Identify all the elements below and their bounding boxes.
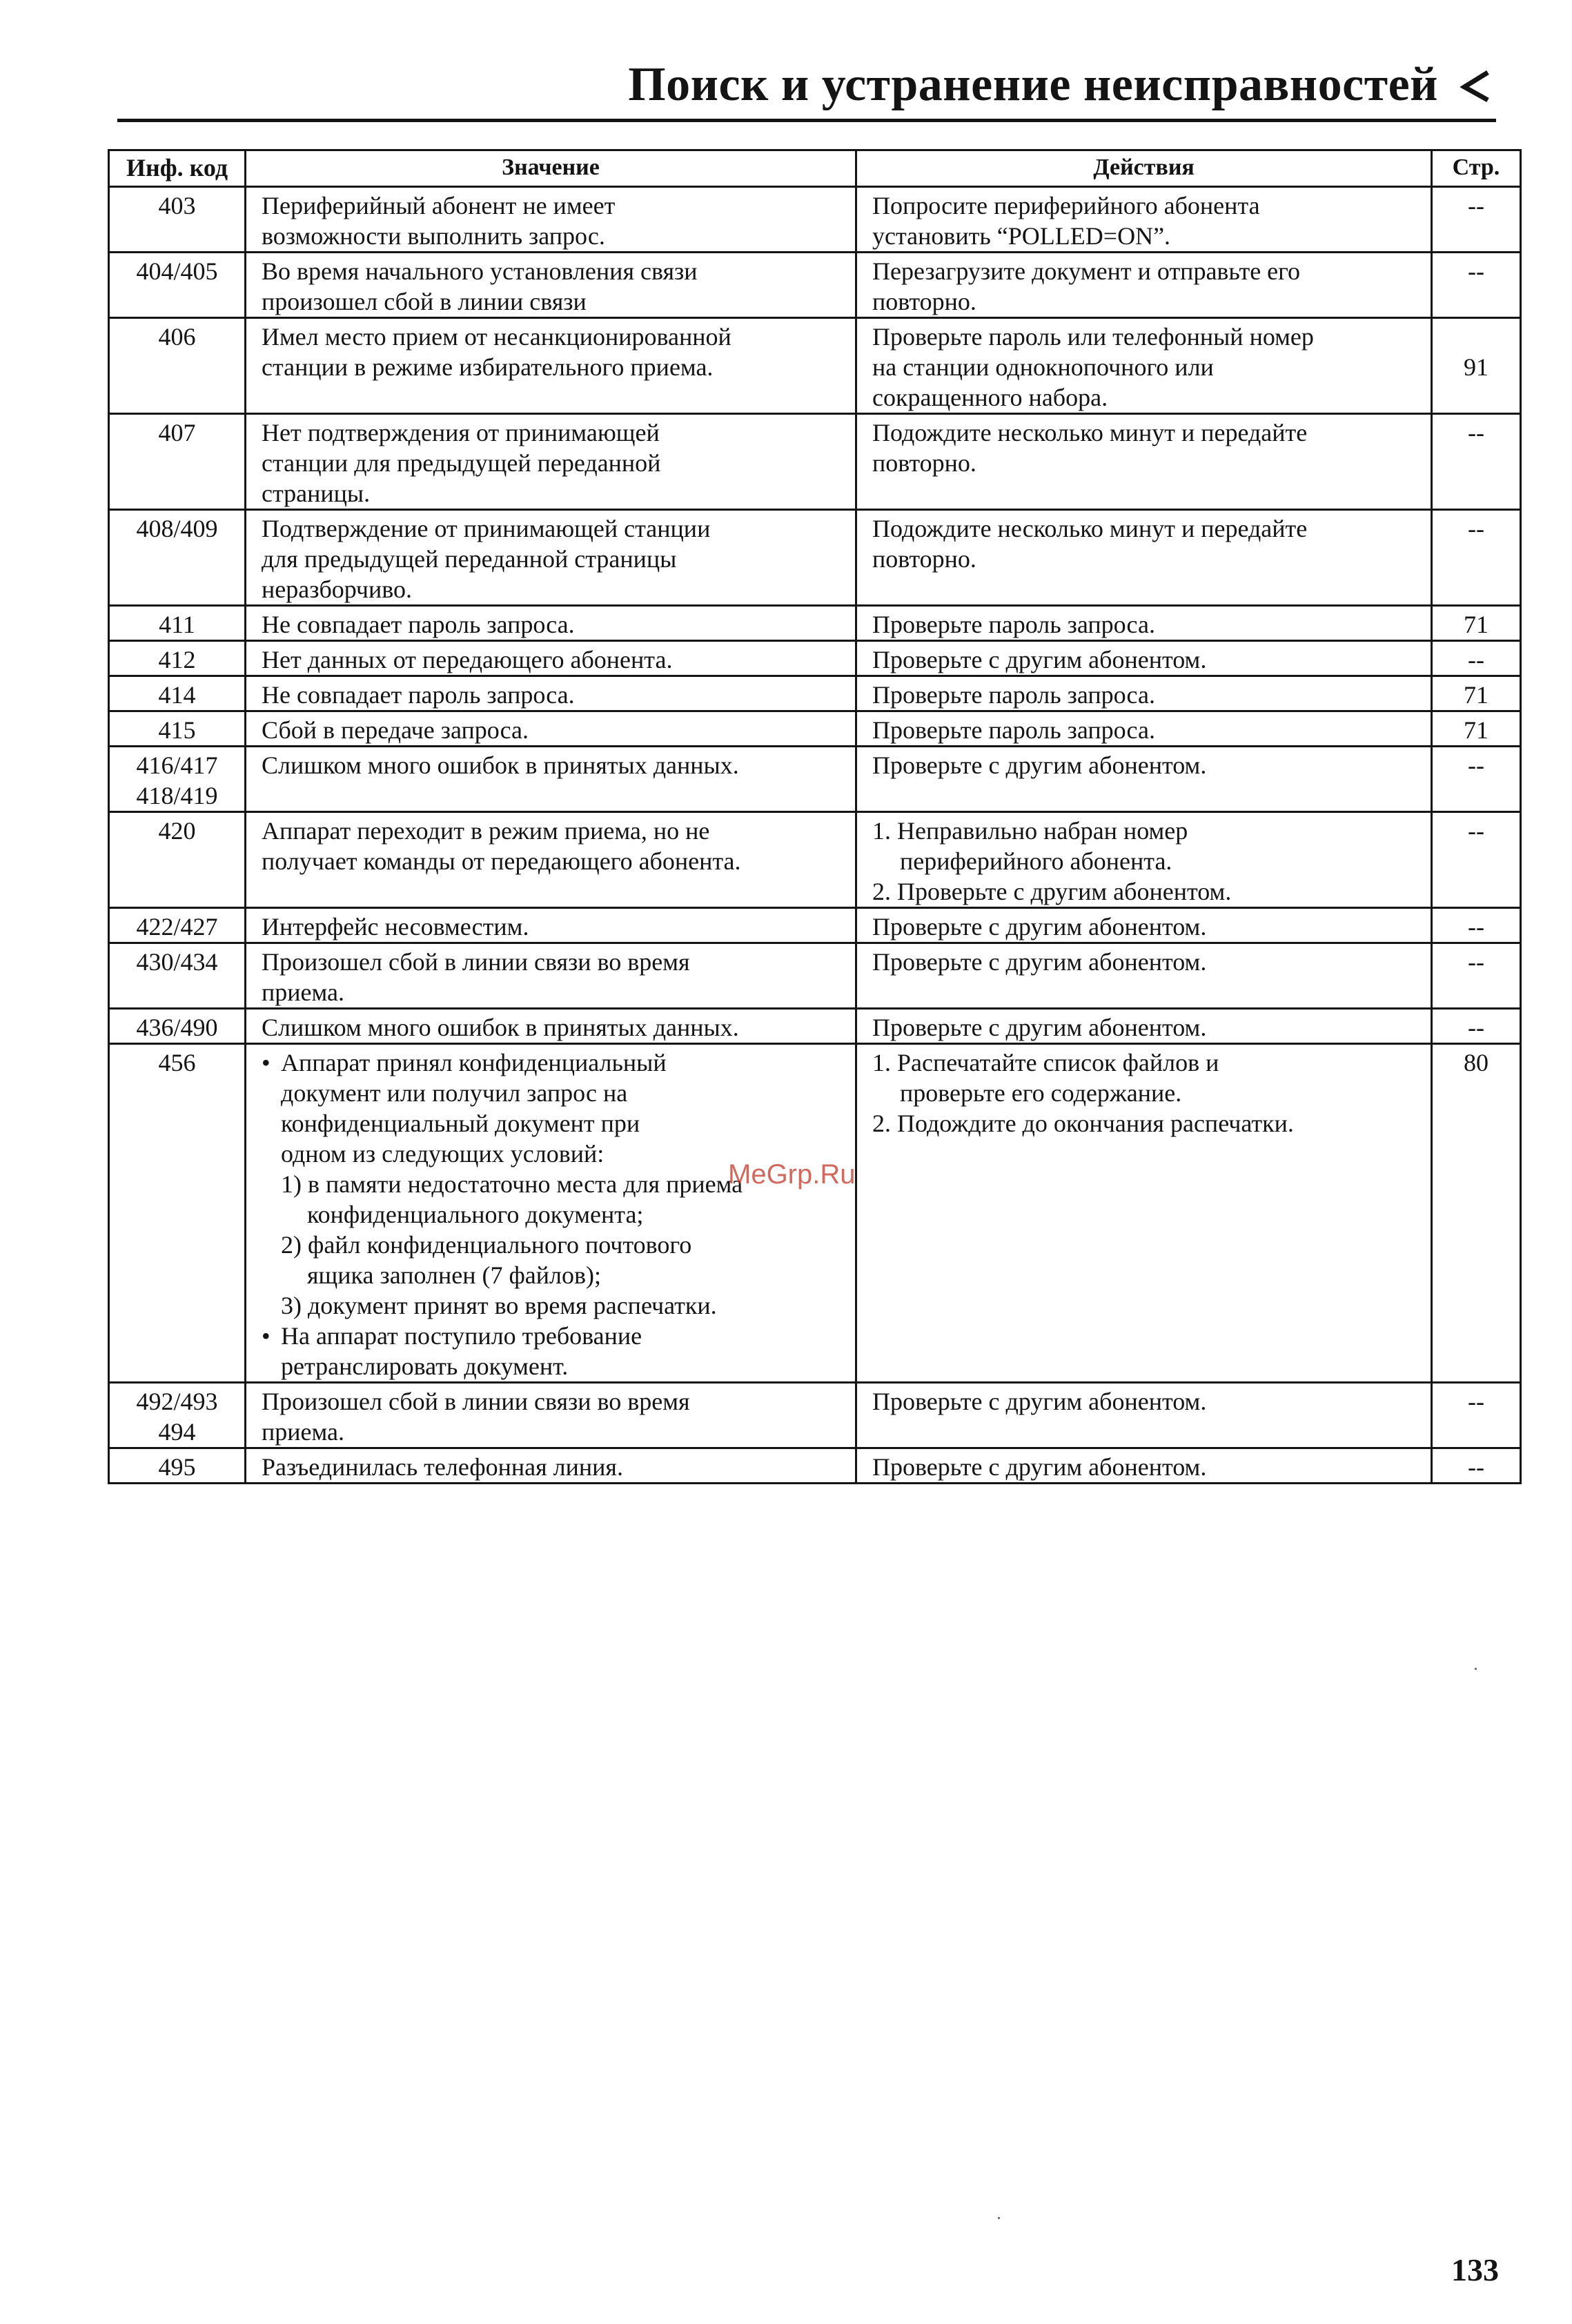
code-cell: 492/493 494 <box>109 1383 246 1448</box>
title-rule <box>117 119 1496 122</box>
code-cell: 456 <box>109 1044 246 1383</box>
column-header-code: Инф. код <box>109 150 246 187</box>
action-cell: Проверьте с другим абонентом. <box>856 908 1432 943</box>
page-cell: -- <box>1432 414 1521 510</box>
code-cell: 406 <box>109 318 246 414</box>
action-cell: Проверьте пароль запроса. <box>856 606 1432 641</box>
page-cell: 71 <box>1432 676 1521 711</box>
table-row <box>109 711 1521 747</box>
table-row <box>109 253 1521 318</box>
meaning-cell: Не совпадает пароль запроса. <box>246 676 856 711</box>
meaning-cell: Не совпадает пароль запроса. <box>246 606 856 641</box>
table-row <box>109 812 1521 908</box>
arrow-left-icon <box>1460 68 1492 103</box>
table-row <box>109 187 1521 253</box>
action-cell: Проверьте пароль запроса. <box>856 676 1432 711</box>
table-row <box>109 747 1521 812</box>
meaning-cell: Периферийный абонент не имеет возможности выполнить запрос. <box>246 187 856 253</box>
action-cell: 1. Распечатайте список файлов и проверьте его содержание. 2. Подождите до окончания распечатки. <box>856 1044 1432 1383</box>
code-cell: 412 <box>109 641 246 676</box>
meaning-cell: Интерфейс несовместим. <box>246 908 856 943</box>
table-row <box>109 908 1521 943</box>
code-cell: 495 <box>109 1448 246 1484</box>
code-cell: 420 <box>109 812 246 908</box>
page-cell: 71 <box>1432 711 1521 747</box>
code-cell: 430/434 <box>109 943 246 1009</box>
page-cell: -- <box>1432 253 1521 318</box>
action-cell: Подождите несколько минут и передайте повторно. <box>856 414 1432 510</box>
page-cell: 91 <box>1432 318 1521 414</box>
meaning-cell: Произошел сбой в линии связи во время приема. <box>246 1383 856 1448</box>
code-cell: 404/405 <box>109 253 246 318</box>
meaning-cell: Разъединилась телефонная линия. <box>246 1448 856 1484</box>
meaning-cell: Слишком много ошибок в принятых данных. <box>246 1009 856 1044</box>
page-cell: -- <box>1432 1009 1521 1044</box>
meaning-cell: Произошел сбой в линии связи во время приема. <box>246 943 856 1009</box>
code-cell: 407 <box>109 414 246 510</box>
action-cell: Проверьте с другим абонентом. <box>856 1009 1432 1044</box>
table-row <box>109 641 1521 676</box>
meaning-cell: Сбой в передаче запроса. <box>246 711 856 747</box>
action-cell: Проверьте пароль или телефонный номер на станции однокнопочного или сокращенного набора. <box>856 318 1432 414</box>
page-cell: -- <box>1432 1448 1521 1484</box>
page-cell: -- <box>1432 1383 1521 1448</box>
page-cell: -- <box>1432 812 1521 908</box>
table-row <box>109 606 1521 641</box>
action-cell: Перезагрузите документ и отправьте его повторно. <box>856 253 1432 318</box>
table-row <box>109 414 1521 510</box>
action-cell: Подождите несколько минут и передайте повторно. <box>856 510 1432 606</box>
code-cell: 415 <box>109 711 246 747</box>
page-cell: -- <box>1432 510 1521 606</box>
table-row <box>109 318 1521 414</box>
action-cell: Проверьте с другим абонентом. <box>856 943 1432 1009</box>
code-cell: 408/409 <box>109 510 246 606</box>
meaning-cell: • Аппарат принял конфиденциальный документ или получил запрос на конфиденциальный документ при одном из следующих условий: 1) в памяти недостаточно места для приема конфиденциального документа; 2) файл конфиденциального почтового ящика заполнен (7 файлов); 3) документ принят во время распечатки. • На аппарат поступило требование ретранслировать документ. <box>246 1044 856 1383</box>
column-header-action: Действия <box>856 150 1432 187</box>
page-cell: -- <box>1432 943 1521 1009</box>
scan-speck <box>998 2217 1000 2219</box>
watermark: MeGrp.Ru <box>728 1159 856 1190</box>
meaning-cell: Нет данных от передающего абонента. <box>246 641 856 676</box>
code-cell: 436/490 <box>109 1009 246 1044</box>
action-cell: 1. Неправильно набран номер периферийного абонента. 2. Проверьте с другим абонентом. <box>856 812 1432 908</box>
meaning-cell: Нет подтверждения от принимающей станции для предыдущей переданной страницы. <box>246 414 856 510</box>
page-cell: -- <box>1432 908 1521 943</box>
page-cell: 80 <box>1432 1044 1521 1383</box>
table-row <box>109 1044 1521 1383</box>
action-cell: Попросите периферийного абонента установить “POLLED=ON”. <box>856 187 1432 253</box>
error-codes-table <box>108 149 1522 1484</box>
table-header-row <box>109 150 1521 187</box>
meaning-cell: Подтверждение от принимающей станции для предыдущей переданной страницы неразборчиво. <box>246 510 856 606</box>
table-row <box>109 1009 1521 1044</box>
page-title-text: Поиск и устранение неисправностей <box>628 58 1438 111</box>
action-cell: Проверьте с другим абонентом. <box>856 1383 1432 1448</box>
page-title <box>0 58 1492 111</box>
meaning-cell: Во время начального установления связи произошел сбой в линии связи <box>246 253 856 318</box>
column-header-meaning: Значение <box>246 150 856 187</box>
page-cell: 71 <box>1432 606 1521 641</box>
action-cell: Проверьте с другим абонентом. <box>856 1448 1432 1484</box>
meaning-cell: Имел место прием от несанкционированной станции в режиме избирательного приема. <box>246 318 856 414</box>
page-cell: -- <box>1432 747 1521 812</box>
table-row <box>109 676 1521 711</box>
page-cell: -- <box>1432 187 1521 253</box>
page-cell: -- <box>1432 641 1521 676</box>
table-row <box>109 943 1521 1009</box>
code-cell: 416/417 418/419 <box>109 747 246 812</box>
table-row <box>109 1383 1521 1448</box>
code-cell: 411 <box>109 606 246 641</box>
table-row <box>109 1448 1521 1484</box>
action-cell: Проверьте пароль запроса. <box>856 711 1432 747</box>
action-cell: Проверьте с другим абонентом. <box>856 641 1432 676</box>
meaning-cell: Аппарат переходит в режим приема, но не получает команды от передающего абонента. <box>246 812 856 908</box>
code-cell: 414 <box>109 676 246 711</box>
page-number: 133 <box>1451 2252 1499 2287</box>
column-header-page: Стр. <box>1432 150 1521 187</box>
code-cell: 403 <box>109 187 246 253</box>
scan-speck <box>1475 1668 1477 1670</box>
table-row <box>109 510 1521 606</box>
action-cell: Проверьте с другим абонентом. <box>856 747 1432 812</box>
code-cell: 422/427 <box>109 908 246 943</box>
meaning-cell: Слишком много ошибок в принятых данных. <box>246 747 856 812</box>
